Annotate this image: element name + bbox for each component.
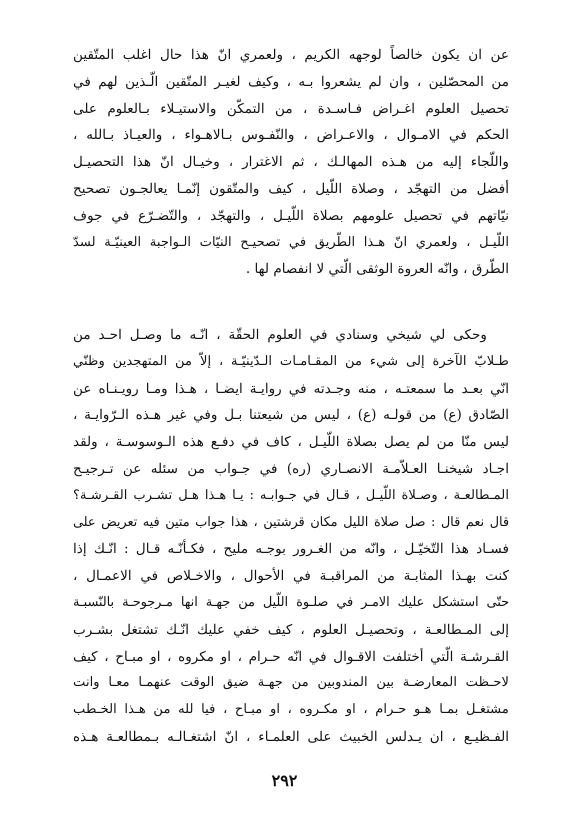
text-line: قال نعم قال : صل صلاة الليل مكان قرشتين ، هذا جواب متين فيه تعريض على	[73, 514, 509, 530]
text-line: فسـاد هذا التّخيّـل ، وانّه من الغـرور بوجـه مليح ، فكـأنّـه قـال : انّـك إذا	[73, 541, 509, 558]
text-line: عن ان يكون خالصاً لوجهه الكريم ، ولعمري انّ هذا حال اغلب المتّقين	[73, 47, 509, 63]
text-line: كنت بهـذا المثابـة من المراقبـة في الأحوال ، والاخـلاص في الاعمـال ،	[73, 568, 509, 585]
page-number: ٢٩٢	[271, 771, 298, 790]
text-line: مشتغـل بمـا هـو حـرام ، او مكـروه ، او مبـاح ، فيا لله من هـذا الخـطب	[73, 702, 509, 718]
text-line: المـطالعـة ، وصـلاة اللّيـل ، قـال في جـوابـه : يـا هـذا هـل تشـرب القـرشـة؟	[73, 487, 509, 503]
paragraph-1	[73, 42, 509, 283]
text-line: نيّاتهم في تحصيل علومهم بصلاة اللّيـل ، والتهجّد ، والتّضـرّع في جوف	[73, 207, 509, 224]
text-line: انّي بعـد ما سمعتـه ، منه وجـدته في روايـة ايضـا ، هـذا ومـا رويـنـاه عن	[73, 380, 509, 397]
text-line: وحكى لي شيخي وسنادي في العلوم الحقّة ، انّـه ما وصـل احـد من	[73, 327, 487, 343]
text-line: الصّادق (ع) من قولـه (ع) ، ليس من شيعتنا بـل وفي غير هـذه الـرّوايـة ،	[73, 407, 509, 424]
text-line: إلى المـطالعـة ، وتحصيـل العلوم ، كيف خفي عليك انّـك تشتغل بشـرب	[73, 621, 509, 638]
text-line: تحصيل العلوم اغـراض فـاسـدة ، من التمكّن والاستيـلاء بـالعلوم على	[73, 100, 509, 117]
text-line: أفضل من التهجّد ، وصلاة اللّيل ، كيف والمتّقون إنّمـا يعالجـون تصحيح	[73, 180, 509, 197]
text-line: طـلابّ الآخرة إلى شيء من المقـامـات الـدّينيّـة ، إلاّ من المتهجدين وظنّي	[73, 353, 509, 369]
text-line: الطّرق ، وانّه العروة الوثقى الّتي لا انفصام لها .	[245, 261, 509, 278]
text-line: من المحصّلين ، وان لم يشعروا بـه ، وكيف لغيـر المتّقين الّـذين لهم في	[73, 73, 509, 90]
text-line: اللّيـل ، ولعمري انّ هـذا الطّريق في تصحيـح النيّات الـواجبة العينيّـة لسدّ	[73, 234, 509, 250]
paragraph-2	[73, 322, 509, 751]
text-line: لاحـظت المعارضـة بين المندوبين من جهـة ضيق الوقت عنهمـا معـا وانت	[73, 675, 509, 691]
text-line: اجـاد شيخنـا العـلاّمـة الانصـاري (ره) في جـواب من سئله عن تـرجيـح	[73, 460, 509, 477]
text-line: القـرشـة الّتي أختلفت الاقـوال في انّه حـرام ، او مكروه ، او مبـاح ، كيف	[73, 648, 509, 665]
text-line: الفـظيـع ، ان يـدلس الخبيث على العلمـاء ، انّ اشتغـالـه بـمطالعـة هـذه	[73, 728, 509, 745]
text-line: الحكم في الامـوال ، والاعـراض ، والنّفـوس بـالاهـواء ، والعيـاذ بـالله ،	[73, 127, 509, 144]
text-line: حتّى استشكل عليك الامـر في صلـوة اللّيل من جهـة انها مـرجوحـة بالنّسبـة	[73, 594, 509, 610]
text-line: واللّجاء إليه من هـذه المهالـك ، ثم الاغترار ، وخيـال انّ هذا التحصيـل	[73, 154, 509, 171]
text-line: ليس منّا من لم يصل بصلاة اللّيـل ، كاف في دفـع هذه الـوسوسـة ، ولقد	[73, 434, 509, 451]
